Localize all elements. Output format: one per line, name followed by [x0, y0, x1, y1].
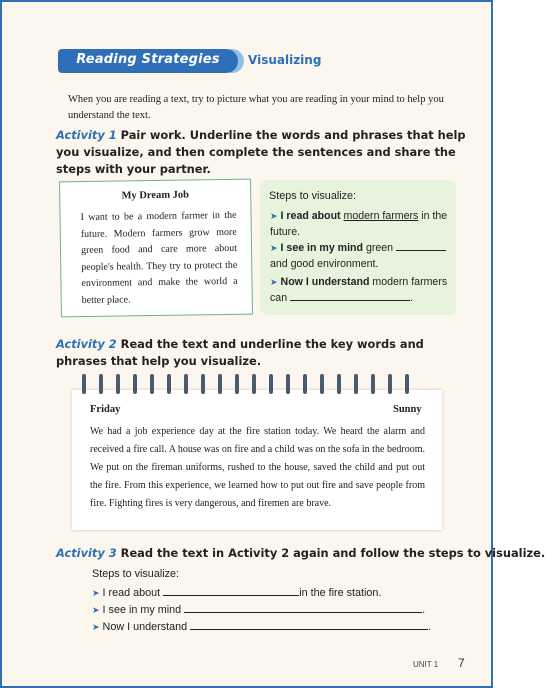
notebook-ring — [371, 374, 375, 394]
arrow-icon: ➤ — [270, 211, 278, 221]
notebook-ring — [133, 374, 137, 394]
notebook-ring — [405, 374, 409, 394]
a3-step-1-text: I read about — [102, 587, 161, 599]
passage-title: My Dream Job — [121, 189, 190, 202]
a3-step-3-blank[interactable] — [190, 619, 428, 630]
arrow-icon: ➤ — [92, 588, 100, 598]
notebook-ring — [167, 374, 171, 394]
step-2-blank[interactable] — [396, 240, 446, 251]
diary-text: We had a job experience day at the fire station today. We heard the alarm and received a fire call. A house was on fire and a child was on the sofa in the bedroom. We put on the fireman uniforms, rushed to the house, saved the child and put out the fire. From this experience, we learned how to put out fire and save people from fire. Fighting fires is very dangerous, and firemen are brave. — [90, 426, 425, 509]
notebook-ring — [184, 374, 188, 394]
arrow-icon: ➤ — [92, 622, 100, 632]
notebook-ring — [201, 374, 205, 394]
activity-1-instruction — [56, 127, 466, 178]
notebook-ring — [116, 374, 120, 394]
a3-step-1-end: in the fire station. — [299, 587, 382, 599]
passage-text: I want to be a modern farmer in the future. Modern farmers grow more green food and care more about people's health. They try to protect the environment and make the world a better place. — [80, 209, 238, 306]
notebook-ring — [320, 374, 324, 394]
activity-1-label: Activity 1 — [56, 128, 117, 142]
activity-3-steps-heading: Steps to visualize: — [92, 568, 180, 580]
a3-step-2-end: . — [422, 604, 426, 616]
a3-step-3-text: Now I understand — [102, 621, 188, 633]
activity-3-label: Activity 3 — [56, 546, 117, 560]
passage-card — [59, 179, 253, 318]
notebook-ring — [337, 374, 341, 394]
notebook-ring — [354, 374, 358, 394]
step-1-bold: I read about — [280, 210, 341, 222]
activity-3-instruction — [56, 545, 545, 562]
step-1 — [270, 208, 450, 240]
step-2-text-b: and good environment. — [270, 258, 379, 270]
steps-box — [260, 180, 456, 315]
step-3-text-b: can — [270, 292, 288, 304]
diary-day: Friday — [90, 404, 121, 415]
step-3-blank[interactable] — [290, 290, 410, 301]
notebook-ring — [218, 374, 222, 394]
notebook-ring — [303, 374, 307, 394]
footer-unit: UNIT 1 — [413, 660, 439, 669]
banner-subtitle: Visualizing — [248, 53, 322, 67]
arrow-icon: ➤ — [270, 277, 278, 287]
step-2-text-a: green — [365, 242, 394, 254]
activity-2-instruction — [56, 336, 466, 370]
page-number: 7 — [458, 656, 465, 670]
step-1-underlined: modern farmers — [343, 210, 419, 222]
notebook-ring — [150, 374, 154, 394]
intro-text: When you are reading a text, try to picture what you are reading in your mind to help you understand the text. — [68, 94, 444, 121]
notebook-ring — [252, 374, 256, 394]
steps-heading: Steps to visualize: — [269, 190, 357, 202]
notebook-ring — [235, 374, 239, 394]
activity-3-text: Read the text in Activity 2 again and follow the steps to visualize. — [120, 546, 545, 560]
step-3-bold: Now I understand — [280, 276, 370, 288]
notebook-ring — [286, 374, 290, 394]
step-2 — [270, 240, 450, 272]
notebook-ring — [99, 374, 103, 394]
arrow-icon: ➤ — [92, 605, 100, 615]
activity-1-text: Pair work. Underline the words and phrases that help you visualize, and then complete the sentences and share the steps with your partner. — [56, 128, 466, 176]
step-1-rest: in the future. — [270, 210, 448, 238]
activity-3-step-1 — [92, 585, 381, 599]
activity-3-step-2 — [92, 602, 425, 616]
arrow-icon: ➤ — [270, 243, 278, 253]
a3-step-1-blank[interactable] — [163, 585, 299, 596]
notebook-ring — [269, 374, 273, 394]
step-3-end: . — [410, 292, 413, 304]
step-2-bold: I see in my mind — [280, 242, 363, 254]
a3-step-3-end: . — [428, 621, 432, 633]
notebook-ring — [388, 374, 392, 394]
step-3 — [270, 274, 450, 306]
activity-3-step-3 — [92, 619, 431, 633]
banner-title: Reading Strategies — [76, 52, 220, 67]
notebook-rings — [82, 374, 422, 398]
a3-step-2-blank[interactable] — [184, 602, 422, 613]
notebook-ring — [82, 374, 86, 394]
activity-2-label: Activity 2 — [56, 337, 117, 351]
step-3-text-a: modern farmers — [372, 276, 448, 288]
diary-weather: Sunny — [393, 404, 422, 415]
a3-step-2-text: I see in my mind — [102, 604, 182, 616]
activity-2-text: Read the text and underline the key words and phrases that help you visualize. — [56, 337, 424, 368]
